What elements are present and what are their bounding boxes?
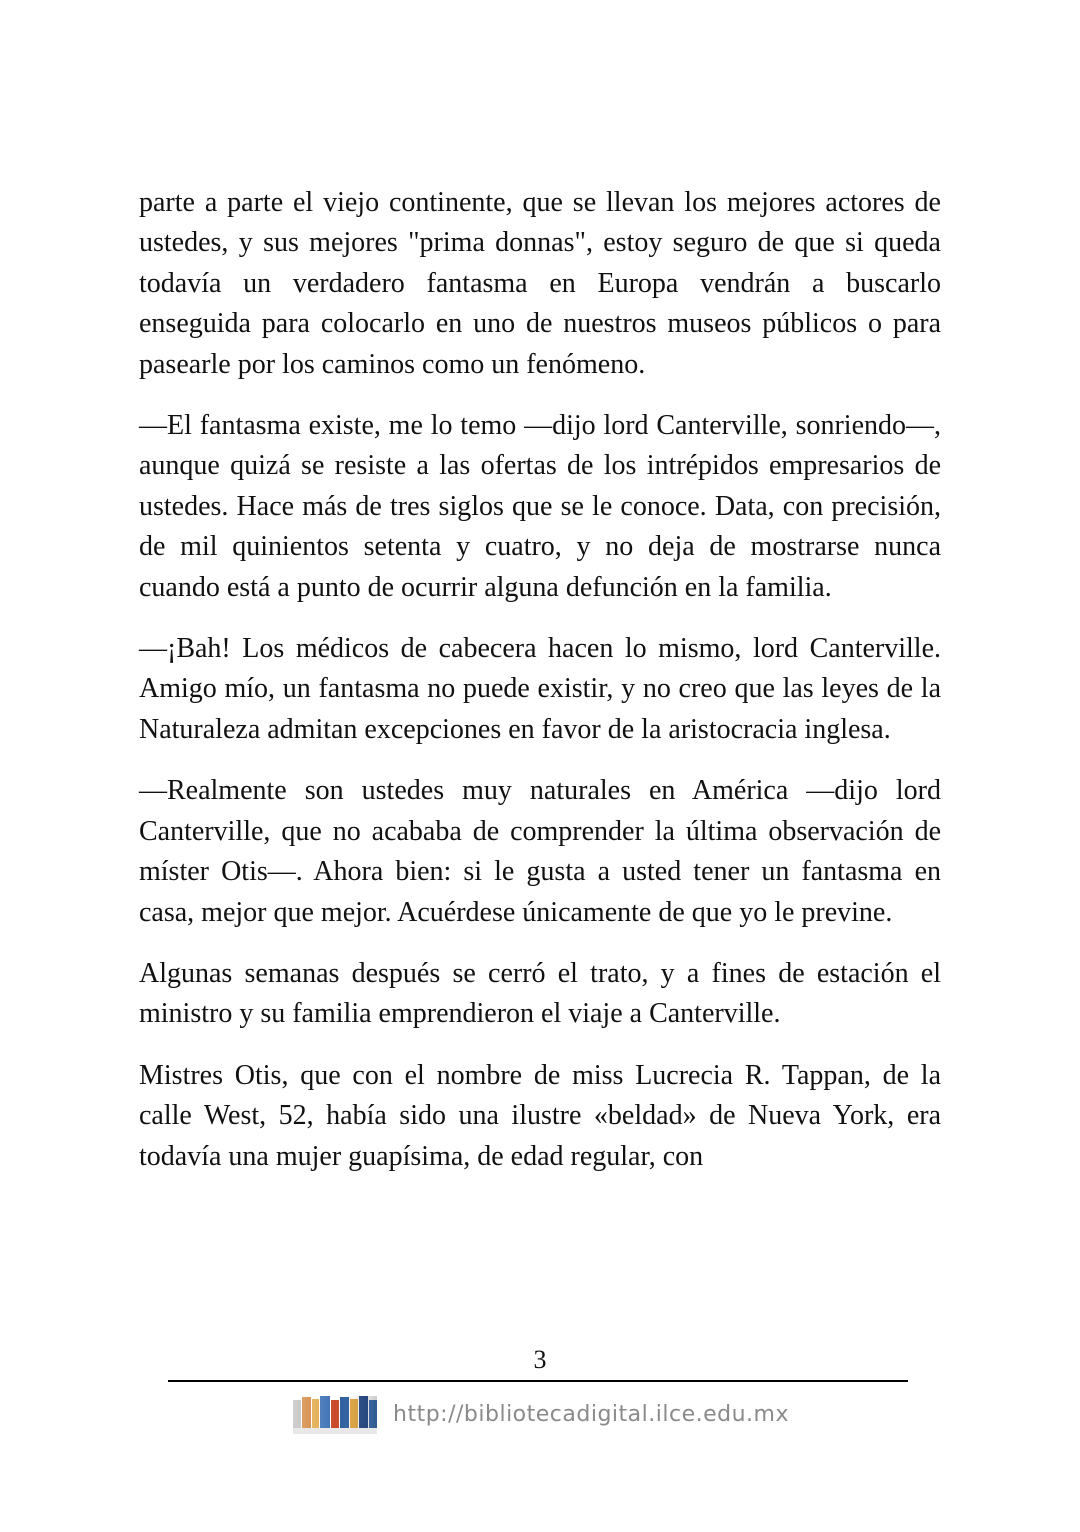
footer-url[interactable]: http://bibliotecadigital.ilce.edu.mx — [393, 1401, 789, 1427]
paragraph: —El fantasma existe, me lo temo —dijo lord Canterville, sonriendo—, aunque quizá se resiste a las ofertas de los intrépidos empresarios de ustedes. Hace más de tres siglos que se le conoce. Data, con precisión, de mil quinientos setenta y cuatro, y no deja de mostrarse nunca cuando está a punto de ocurrir alguna defunción en la familia. — [139, 410, 941, 603]
paragraph: —Realmente son ustedes muy naturales en América —dijo lord Canterville, que no acababa de comprender la última observación de míster Otis—. Ahora bien: si le gusta a usted tener un fantasma en casa, mejor que mejor. Acuérdese únicamente de que yo le previne. — [139, 775, 941, 928]
books-icon — [291, 1392, 381, 1436]
paragraph: parte a parte el viejo continente, que se llevan los mejores actores de ustedes, y sus mejores "prima donnas", estoy seguro de que si queda todavía un verdadero fantasma en Europa vendrán a buscarlo enseguida para colocarlo en uno de nuestros museos públicos o para pasearle por los caminos como un fenómeno. — [139, 187, 941, 380]
paragraph: Mistres Otis, que con el nombre de miss Lucrecia R. Tappan, de la calle West, 52, había sido una ilustre «beldad» de Nueva York, era todavía una mujer guapísima, de edad regular, con — [139, 1059, 941, 1172]
page-body — [139, 183, 941, 1198]
footer — [0, 1392, 1080, 1436]
page-number: 3 — [533, 1345, 547, 1374]
paragraph: —¡Bah! Los médicos de cabecera hacen lo mismo, lord Canterville. Amigo mío, un fantasma no puede existir, y no creo que las leyes de la Naturaleza admitan excepciones en favor de la aristocracia inglesa. — [139, 633, 941, 745]
paragraph: Algunas semanas después se cerró el trato, y a fines de estación el ministro y su familia emprendieron el viaje a Canterville. — [139, 957, 941, 1030]
footer-divider — [168, 1380, 908, 1382]
